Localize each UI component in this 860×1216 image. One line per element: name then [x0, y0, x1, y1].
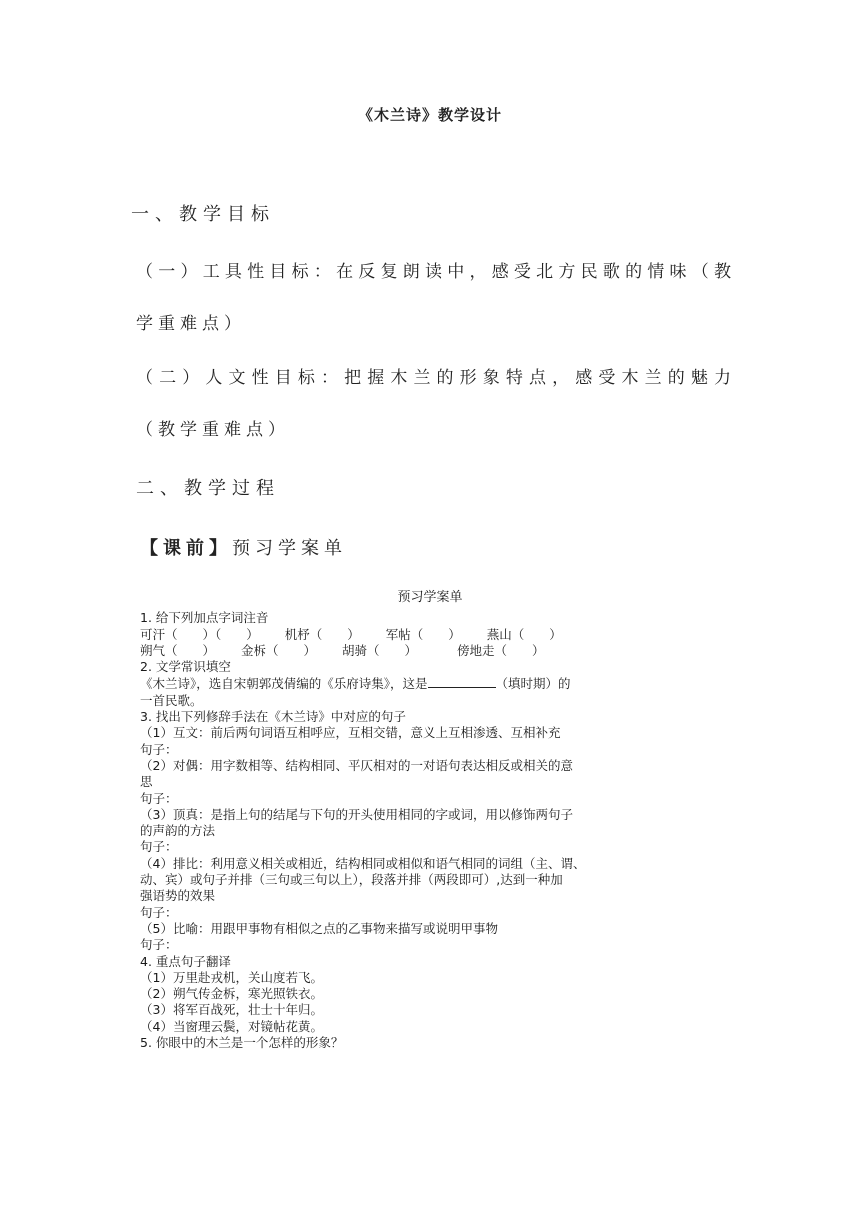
- rhetoric-2: （2）对偶：用字数相等、结构相同、平仄相对的一对语句表达相反或相关的意: [140, 757, 573, 773]
- pinyin-item: 金柝（ ）: [241, 642, 317, 658]
- prep-label: 预习学案单: [232, 538, 347, 559]
- fill-blank[interactable]: [428, 675, 496, 688]
- pinyin-item: 燕山（ ）: [486, 626, 562, 642]
- rhetoric-3: （3）顶真：是指上句的结尾与下句的开头使用相同的字或词，用以修饰两句子: [140, 806, 573, 822]
- question-2-text-a: 《木兰诗》，选自宋朝郭茂倩编的《乐府诗集》，这是: [140, 676, 428, 692]
- sentence-label: 句子：: [140, 937, 178, 953]
- sentence-label: 句子：: [140, 839, 178, 855]
- goal-humanistic: （二）人文性目标：把握木兰的形象特点，感受木兰的魅力（教学重难点）: [136, 368, 736, 440]
- rhetoric-1: （1）互文：前后两句词语互相呼应，互相交错，意义上互相渗透、互相补充: [140, 725, 561, 741]
- question-3: 3. 找出下列修辞手法在《木兰诗》中对应的句子: [140, 709, 406, 725]
- section-heading-process: 二、教学过程: [136, 478, 280, 499]
- pinyin-item: 朔气（ ）: [140, 642, 216, 658]
- question-2-text-c: 一首民歌。: [140, 692, 203, 708]
- section-heading-goals: 一、教学目标: [131, 204, 275, 225]
- sentence-label: 句子：: [140, 790, 178, 806]
- pinyin-row-1: [140, 627, 720, 643]
- translation-4: （4）当窗理云鬓，对镜帖花黄。: [140, 1018, 323, 1034]
- pinyin-row-2: [140, 643, 720, 659]
- pinyin-item: 机杼（ ）: [284, 626, 360, 642]
- pinyin-item: 胡骑（ ）: [342, 642, 418, 658]
- sentence-label: 句子：: [140, 741, 178, 757]
- rhetoric-4-cont: 动、宾）或句子并排（三句或三句以上），段落并排（两段即可）,达到一种加: [140, 872, 563, 888]
- sentence-label: 句子：: [140, 904, 178, 920]
- question-4: 4. 重点句子翻译: [140, 953, 231, 969]
- rhetoric-4-cont2: 强语势的效果: [140, 888, 216, 904]
- rhetoric-5: （5）比喻：用跟甲事物有相似之点的乙事物来描写或说明甲事物: [140, 920, 498, 936]
- translation-1: （1）万里赴戎机，关山度若飞。: [140, 969, 323, 985]
- rhetoric-3-cont: 的声韵的方法: [140, 823, 216, 839]
- worksheet-title: 预习学案单: [397, 590, 463, 605]
- translation-2: （2）朔气传金柝，寒光照铁衣。: [140, 986, 323, 1002]
- translation-3: （3）将军百战死，壮士十年归。: [140, 1002, 323, 1018]
- question-2: 2. 文学常识填空: [140, 659, 231, 675]
- pinyin-item: 傍地走（ ）: [457, 642, 545, 658]
- question-5: 5. 你眼中的木兰是一个怎样的形象？: [140, 1035, 344, 1051]
- worksheet: [140, 590, 720, 1051]
- page-title: 《木兰诗》教学设计: [357, 106, 502, 124]
- pinyin-item: 可汗（ ）（ ）: [140, 626, 259, 642]
- goal-tool: （一）工具性目标：在反复朗读中，感受北方民歌的情味（教学重难点）: [136, 262, 736, 334]
- question-2-text-b: （填时期）的: [495, 676, 571, 692]
- question-1: 1. 给下列加点字词注音: [140, 610, 269, 626]
- rhetoric-4: （4）排比：利用意义相关或相近，结构相同或相似和语气相同的词组（主、谓、: [140, 855, 586, 871]
- prep-bracket-label: 【课前】: [140, 538, 232, 559]
- rhetoric-2-cont: 思: [140, 774, 153, 790]
- pinyin-item: 军帖（ ）: [385, 626, 461, 642]
- prep-heading: [140, 534, 347, 560]
- question-2-text: [140, 675, 720, 692]
